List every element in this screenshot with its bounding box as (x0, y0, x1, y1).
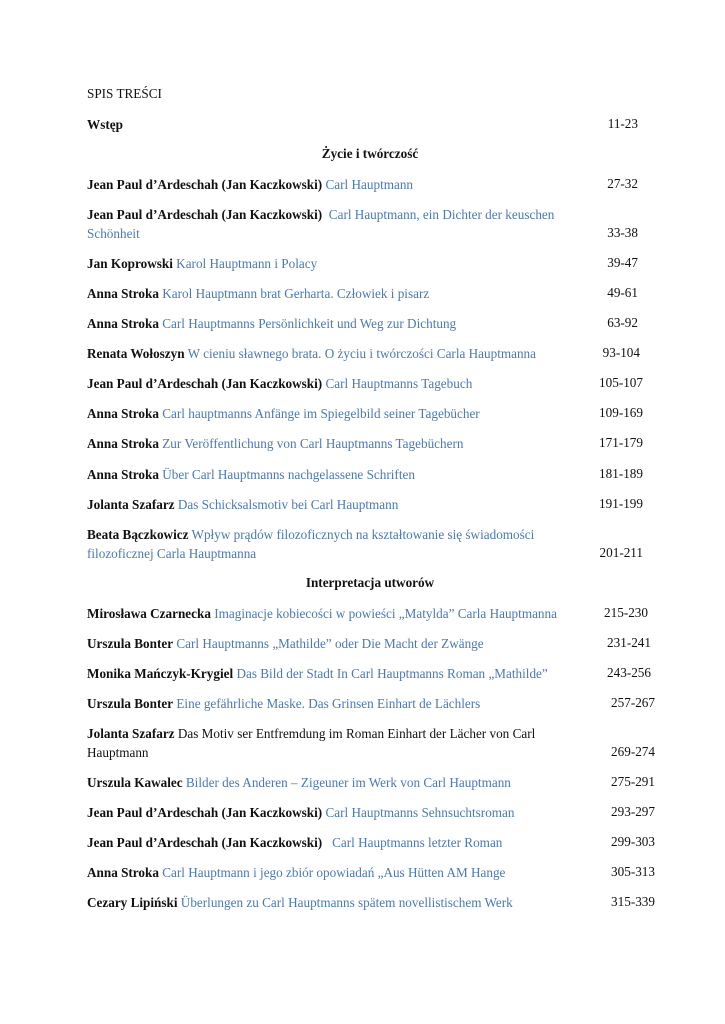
toc-entry (87, 665, 597, 684)
entry-title[interactable]: Carl hauptmanns Anfänge im Spiegelbild seiner Tagebücher (162, 406, 480, 421)
entry-author: Urszula Bonter (87, 696, 174, 711)
entry-author: Anna Stroka (87, 467, 159, 482)
entry-pages: 269-274 (611, 744, 655, 759)
entry-title[interactable]: Eine gefährliche Maske. Das Grinsen Einhart de Lächlers (176, 696, 481, 711)
toc-entry (87, 695, 647, 714)
entry-title[interactable]: Das Schicksalsmotiv bei Carl Hauptmann (177, 497, 399, 512)
entry-title[interactable]: Carl Hauptmanns „Mathilde” oder Die Macht der Zwänge (176, 636, 484, 651)
section-heading-interp: Interpretacja utworów (305, 575, 435, 590)
entry-title[interactable]: Das Motiv ser Entfremdung im Roman Einhart der Lächer von Carl Hauptmann (87, 726, 536, 760)
entry-title[interactable]: Wpływ prądów filozoficznych na kształtowanie się świadomości filozoficznej Carla Hauptmanna (87, 527, 535, 561)
toc-entry (87, 345, 607, 364)
entry-pages: 305-313 (611, 864, 655, 879)
entry-pages: 315-339 (611, 894, 655, 909)
entry-title[interactable]: Carl Hauptmanns Tagebuch (325, 376, 473, 391)
entry-pages: 27-32 (607, 176, 638, 191)
entry-pages: 215-230 (604, 605, 648, 620)
entry-pages: 257-267 (611, 695, 655, 710)
entry-author: Anna Stroka (87, 406, 159, 421)
entry-pages: 93-104 (602, 345, 640, 360)
entry-author: Anna Stroka (87, 286, 159, 301)
entry-pages: 33-38 (607, 225, 638, 240)
toc-entry (87, 725, 547, 762)
entry-pages: 191-199 (599, 496, 643, 511)
entry-pages: 299-303 (611, 834, 655, 849)
entry-author: Mirosława Czarnecka (87, 606, 211, 621)
entry-author: Anna Stroka (87, 316, 159, 331)
toc-entry (87, 834, 647, 853)
entry-pages: 39-47 (607, 255, 638, 270)
entry-author: Beata Bączkowicz (87, 527, 189, 542)
entry-author: Jean Paul d’Ardeschah (Jan Kaczkowski) (87, 805, 323, 820)
toc-entry (87, 206, 597, 243)
toc-entry (87, 894, 647, 913)
entry-author: Anna Stroka (87, 436, 159, 451)
entry-title[interactable]: Imaginacje kobiecości w powieści „Matylda” Carla Hauptmanna (214, 606, 557, 621)
entry-title[interactable]: Carl Hauptmann, ein Dichter der keuschen Schönheit (87, 207, 555, 241)
entry-title[interactable]: Carl Hauptmanns letzter Roman (332, 835, 503, 850)
entry-author: Jean Paul d’Ardeschah (Jan Kaczkowski) (87, 835, 323, 850)
entry-pages: 231-241 (607, 635, 651, 650)
toc-entry (87, 864, 647, 883)
toc-entry (87, 526, 577, 563)
entry-pages: 49-61 (607, 285, 638, 300)
entry-pages: 243-256 (607, 665, 651, 680)
entry-author: Monika Mańczyk-Krygiel (87, 666, 234, 681)
toc-entry (87, 774, 647, 793)
entry-pages: 275-291 (611, 774, 655, 789)
toc-entry (87, 804, 647, 823)
entry-title[interactable]: Bilder des Anderen – Zigeuner im Werk von Carl Hauptmann (185, 775, 511, 790)
entry-author: Wstęp (87, 117, 123, 132)
entry-author: Anna Stroka (87, 865, 159, 880)
entry-author: Urszula Kawalec (87, 775, 183, 790)
entry-author: Jolanta Szafarz (87, 726, 175, 741)
entry-author: Jan Koprowski (87, 256, 173, 271)
entry-title[interactable]: Karol Hauptmann i Polacy (176, 256, 318, 271)
entry-pages: 11-23 (607, 116, 638, 131)
entry-author: Jean Paul d’Ardeschah (Jan Kaczkowski) (87, 177, 323, 192)
entry-pages: 181-189 (599, 466, 643, 481)
page-title: SPIS TREŚCI (87, 86, 162, 101)
entry-author: Urszula Bonter (87, 636, 174, 651)
entry-pages: 171-179 (599, 435, 643, 450)
entry-title[interactable]: Über Carl Hauptmanns nachgelassene Schriften (162, 467, 415, 482)
entry-title[interactable]: Carl Hauptmann i jego zbiór opowiadań „Aus Hütten AM Hange (162, 865, 506, 880)
entry-title[interactable]: Zur Veröffentlichung von Carl Hauptmanns Tagebüchern (162, 436, 464, 451)
entry-title[interactable]: Carl Hauptmann (325, 177, 414, 192)
entry-pages: 105-107 (599, 375, 643, 390)
entry-title[interactable]: Carl Hauptmanns Sehnsuchtsroman (325, 805, 515, 820)
entry-author: Renata Wołoszyn (87, 346, 185, 361)
entry-title[interactable]: W cieniu sławnego brata. O życiu i twórczości Carla Hauptmanna (187, 346, 537, 361)
entry-pages: 109-169 (599, 405, 643, 420)
entry-author: Jolanta Szafarz (87, 497, 175, 512)
entry-pages: 293-297 (611, 804, 655, 819)
entry-author: Jean Paul d’Ardeschah (Jan Kaczkowski) (87, 376, 323, 391)
entry-title[interactable]: Das Bild der Stadt In Carl Hauptmanns Roman „Mathilde” (236, 666, 548, 681)
entry-title[interactable]: Überlungen zu Carl Hauptmanns spätem novellistischem Werk (180, 895, 513, 910)
section-heading-life: Życie i twórczość (321, 146, 419, 161)
entry-title[interactable]: Carl Hauptmanns Persönlichkeit und Weg zur Dichtung (162, 316, 457, 331)
entry-pages: 63-92 (607, 315, 638, 330)
toc-entry (87, 605, 607, 624)
entry-pages: 201-211 (599, 545, 643, 560)
entry-author: Jean Paul d’Ardeschah (Jan Kaczkowski) (87, 207, 323, 222)
entry-title[interactable]: Karol Hauptmann brat Gerharta. Człowiek i pisarz (162, 286, 430, 301)
entry-author: Cezary Lipiński (87, 895, 178, 910)
